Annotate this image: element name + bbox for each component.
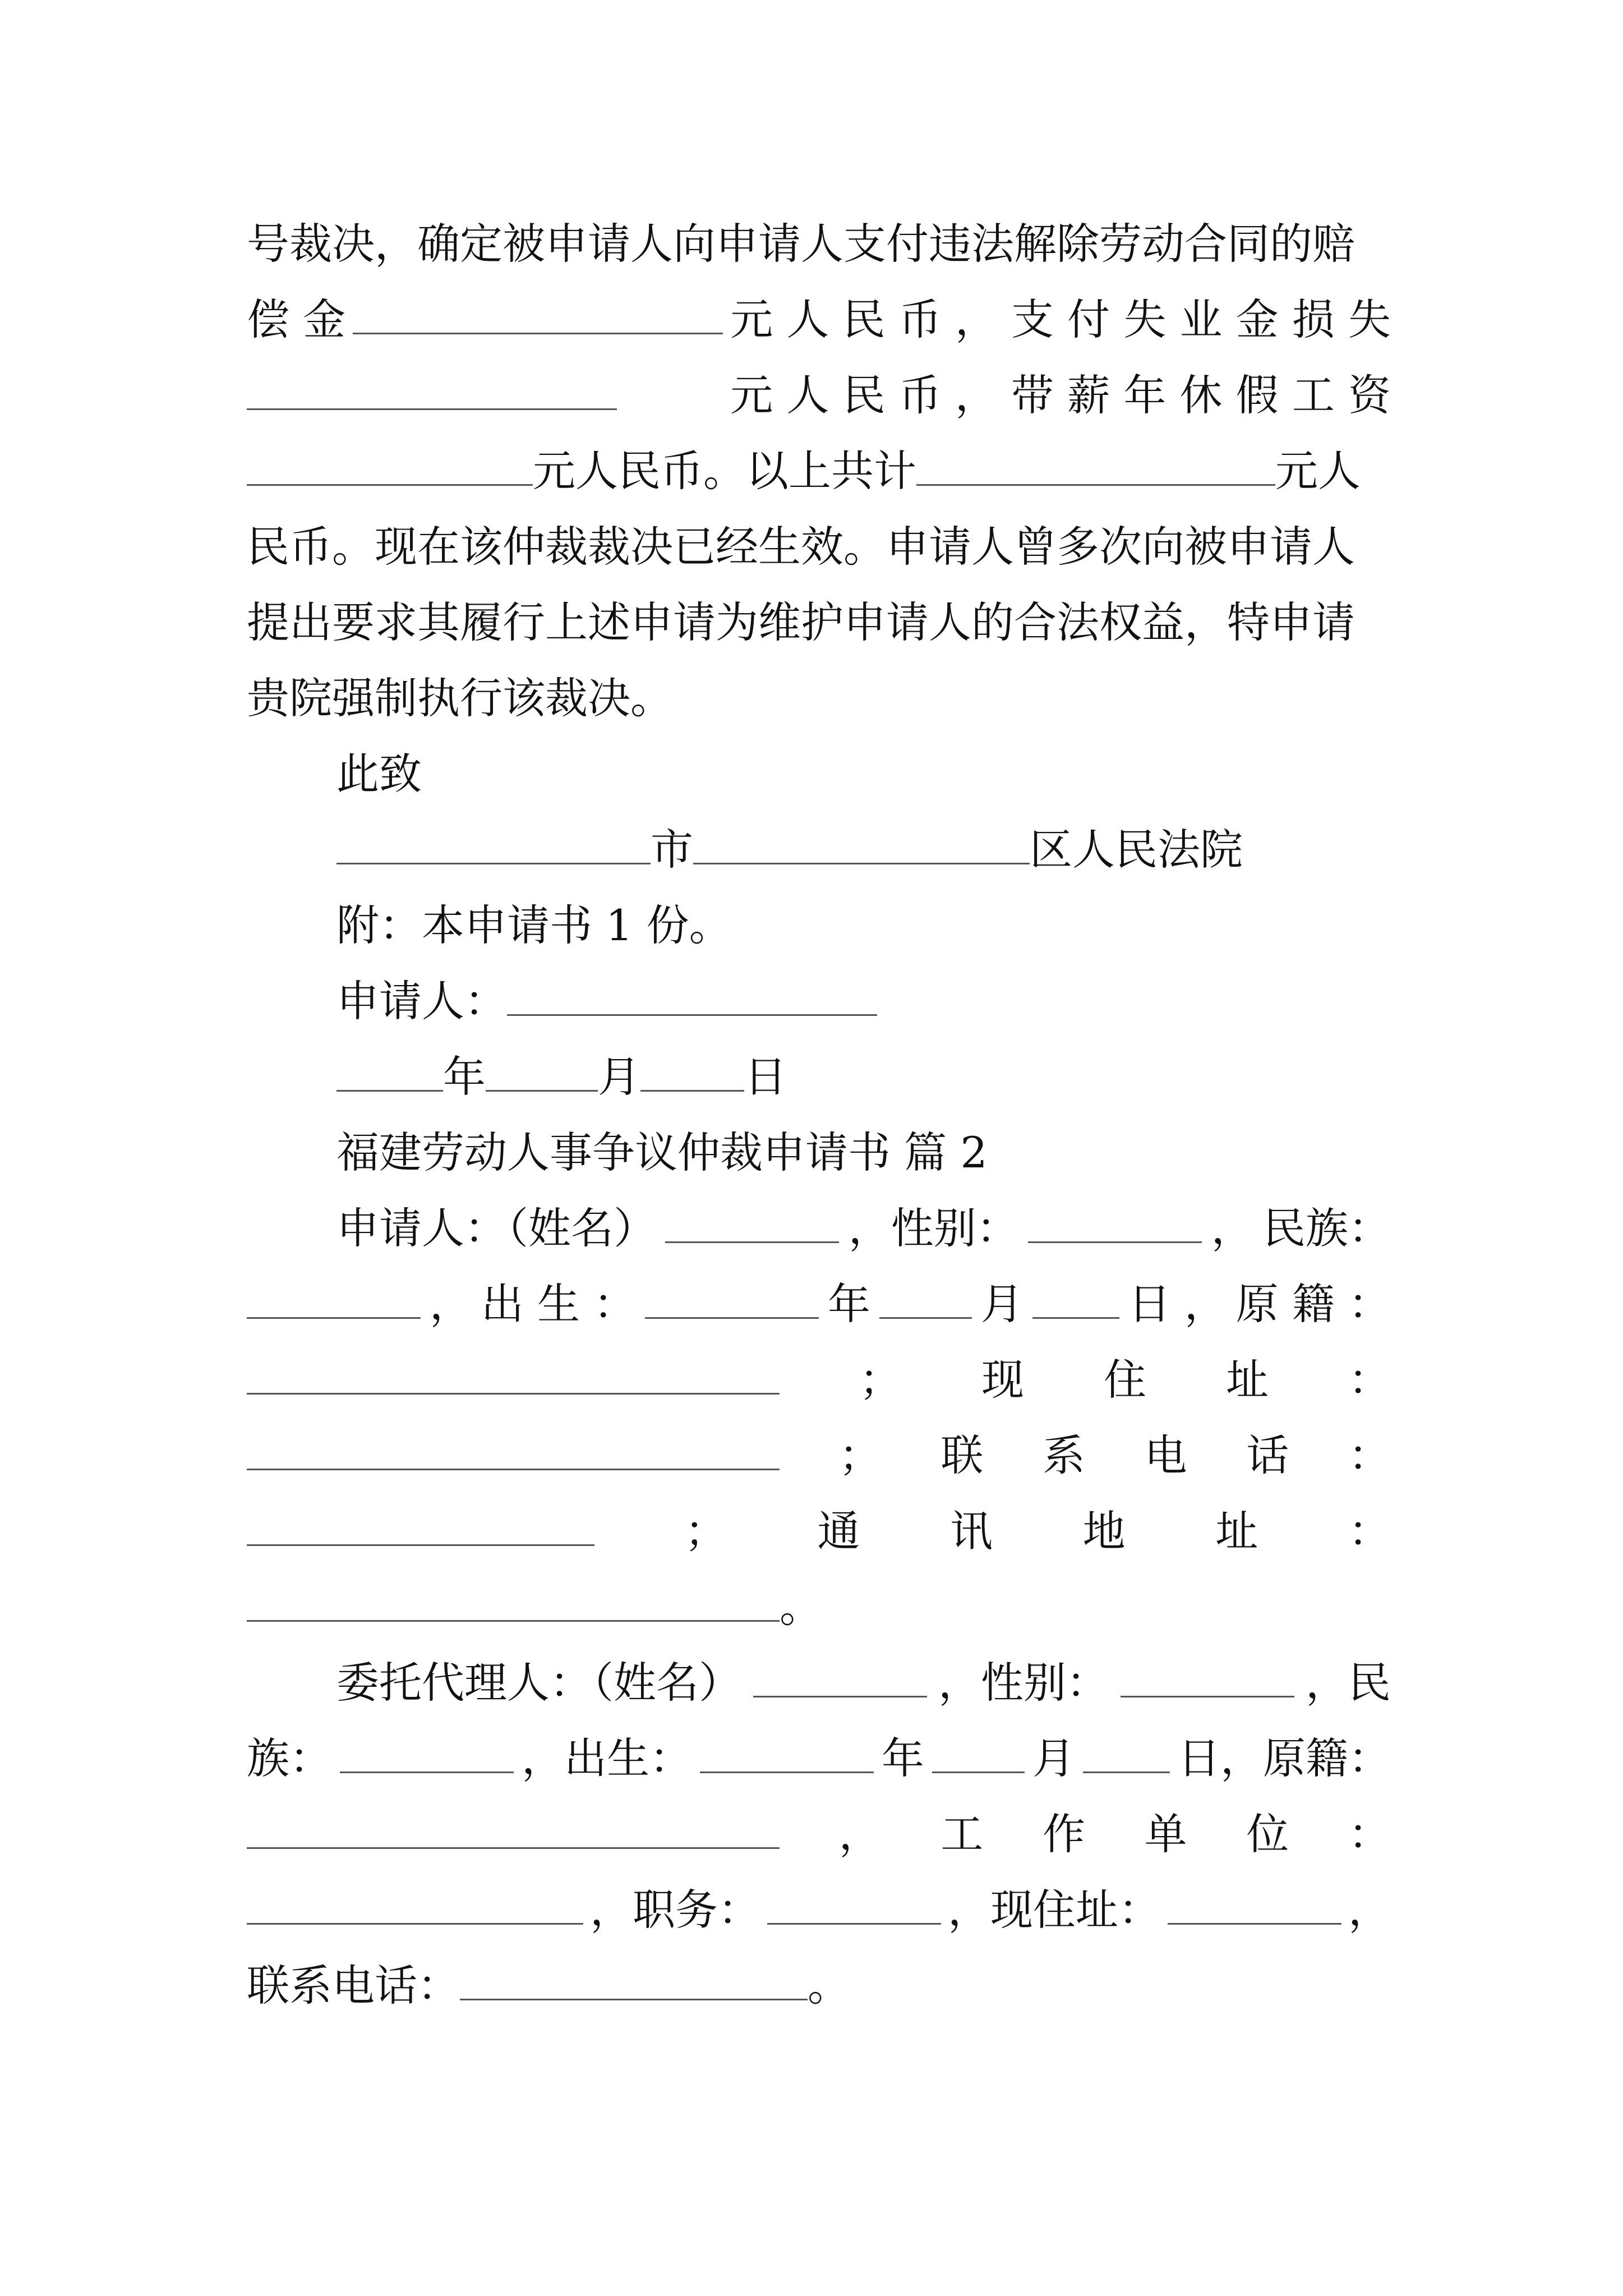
text: ； [838, 1430, 882, 1480]
birth-year-blank[interactable] [645, 1277, 819, 1319]
text: 元 人 民 币 ， 带 薪 年 休 假 工 资 [730, 370, 1391, 420]
section-heading [336, 1114, 1391, 1192]
text: 。 [780, 1582, 822, 1632]
text: 单 [1144, 1809, 1187, 1859]
text: ， [1211, 1203, 1254, 1253]
text: ： [1348, 1430, 1391, 1480]
agent-birth-day-blank[interactable] [1083, 1731, 1170, 1773]
text: 讯 [949, 1506, 993, 1556]
birth-month-blank[interactable] [879, 1277, 972, 1319]
text: 月 [980, 1279, 1023, 1329]
text: 地 [1082, 1506, 1126, 1556]
agent-line-5 [247, 1947, 1391, 2025]
applicant-line-2 [247, 1265, 1391, 1343]
mailing-address-blank[interactable] [247, 1580, 780, 1622]
body-line-3 [247, 356, 1391, 435]
text: ； [859, 1355, 902, 1405]
text: 出 生 ： [481, 1279, 637, 1329]
applicant-line-1 [336, 1189, 1391, 1268]
agent-birth-year-blank[interactable] [700, 1731, 874, 1773]
date-line [336, 1038, 1391, 1116]
position-blank[interactable] [767, 1883, 941, 1925]
text: 联 [940, 1430, 984, 1480]
agent-address-blank[interactable] [1168, 1883, 1341, 1925]
agent-name-blank[interactable] [753, 1655, 927, 1697]
text: ， [1348, 1885, 1391, 1935]
employer-blank[interactable] [247, 1883, 583, 1925]
name-blank[interactable] [665, 1201, 839, 1243]
text: 号裁决，确定被申请人向申请人支付违法解除劳动合同的赔 [247, 219, 1355, 269]
text: 月 [598, 1052, 640, 1102]
year-blank[interactable] [336, 1050, 443, 1092]
text: ，现住址： [948, 1885, 1161, 1935]
text: ， [429, 1279, 472, 1329]
agent-line-2 [247, 1719, 1391, 1798]
text: ，职务： [590, 1885, 760, 1935]
applicant-line-6 [247, 1568, 1391, 1646]
agent-ethnicity-blank[interactable] [340, 1731, 514, 1773]
applicant-signature-line [336, 962, 1391, 1041]
phone-blank[interactable] [247, 1504, 594, 1546]
text: 作 [1042, 1809, 1085, 1859]
applicant-line-3 [247, 1341, 1391, 1419]
text: ： [1348, 1506, 1391, 1556]
agent-line-1 [336, 1644, 1391, 1722]
text: 区人民法院 [1030, 825, 1243, 875]
text: 日 ， [1128, 1279, 1227, 1329]
fill-blank[interactable] [247, 444, 533, 486]
salutation [336, 735, 1391, 813]
agent-native-place-blank[interactable] [247, 1807, 780, 1849]
text: 民族： [1262, 1203, 1391, 1253]
text: ，性别： [848, 1203, 1019, 1253]
text: ： [1348, 1809, 1391, 1859]
text: ，民 [1306, 1658, 1391, 1708]
text: ； [684, 1506, 727, 1556]
text: 元人 [1275, 446, 1361, 496]
text: 民币。现在该仲裁裁决已经生效。申请人曾多次向被申请人 [247, 522, 1355, 572]
text: 福建劳动人事争议仲裁申请书 篇 2 [336, 1128, 988, 1177]
text: 族： [247, 1733, 332, 1783]
body-line-6 [247, 583, 1391, 662]
text: 附：本申请书 1 份。 [336, 900, 732, 950]
text: 年 [443, 1052, 486, 1102]
applicant-line-5 [247, 1492, 1391, 1571]
text: 月 [1032, 1733, 1075, 1783]
text: 联系电话： [247, 1961, 460, 2010]
birth-day-blank[interactable] [1032, 1277, 1119, 1319]
text: 通 [817, 1506, 860, 1556]
gender-blank[interactable] [1028, 1201, 1202, 1243]
text: 此致 [336, 749, 422, 799]
text: 系 [1042, 1430, 1085, 1480]
fill-blank[interactable] [247, 368, 617, 410]
ethnicity-blank[interactable] [247, 1277, 421, 1319]
text: 偿 金 [247, 295, 346, 344]
address-blank[interactable] [247, 1428, 780, 1470]
month-blank[interactable] [486, 1050, 598, 1092]
native-place-blank[interactable] [247, 1352, 780, 1395]
text: 贵院强制执行该裁决。 [247, 673, 673, 723]
text: 市 [651, 825, 693, 875]
text: 。 [808, 1961, 850, 2010]
text: ： [1348, 1355, 1391, 1405]
body-line-7 [247, 659, 1391, 738]
text: 申请人： [336, 976, 507, 1026]
text: 日，原籍： [1178, 1733, 1391, 1783]
body-line-5 [247, 508, 1391, 586]
text: 电 [1144, 1430, 1187, 1480]
text: 申请人：（姓名） [336, 1203, 656, 1253]
text: 年 [882, 1733, 924, 1783]
text: 元人民币。以上共计 [533, 446, 916, 496]
text: ，出生： [522, 1733, 692, 1783]
text: 年 [827, 1279, 870, 1329]
applicant-blank[interactable] [507, 974, 877, 1016]
text: 住 [1104, 1355, 1146, 1405]
day-blank[interactable] [640, 1050, 744, 1092]
applicant-line-4 [247, 1416, 1391, 1495]
body-line-4 [247, 432, 1391, 510]
agent-line-3 [247, 1795, 1391, 1874]
agent-gender-blank[interactable] [1121, 1655, 1294, 1697]
district-blank[interactable] [693, 822, 1030, 864]
fill-blank[interactable] [353, 292, 723, 334]
text: ， [838, 1809, 882, 1859]
text: 元 人 民 币 ， 支 付 失 业 金 损 失 [730, 295, 1391, 344]
text: 址 [1226, 1355, 1269, 1405]
attachment-line [336, 886, 1391, 965]
text: 原 籍 ： [1235, 1279, 1391, 1329]
text: 工 [940, 1809, 984, 1859]
fill-blank[interactable] [916, 444, 1275, 486]
text: 位 [1246, 1809, 1289, 1859]
text: 日 [744, 1052, 787, 1102]
city-blank[interactable] [336, 822, 651, 864]
agent-birth-month-blank[interactable] [932, 1731, 1025, 1773]
text: 提出要求其履行上述申请为维护申请人的合法权益，特申请 [247, 597, 1355, 647]
text: 址 [1215, 1506, 1258, 1556]
text: ，性别： [938, 1658, 1109, 1708]
court-line [336, 811, 1391, 889]
text: 委托代理人：（姓名） [336, 1658, 741, 1708]
agent-phone-blank[interactable] [460, 1958, 808, 2000]
text: 现 [981, 1355, 1024, 1405]
agent-line-4 [247, 1871, 1391, 1949]
text: 话 [1246, 1430, 1289, 1480]
body-line-2 [247, 280, 1391, 359]
body-line-1 [247, 205, 1391, 283]
